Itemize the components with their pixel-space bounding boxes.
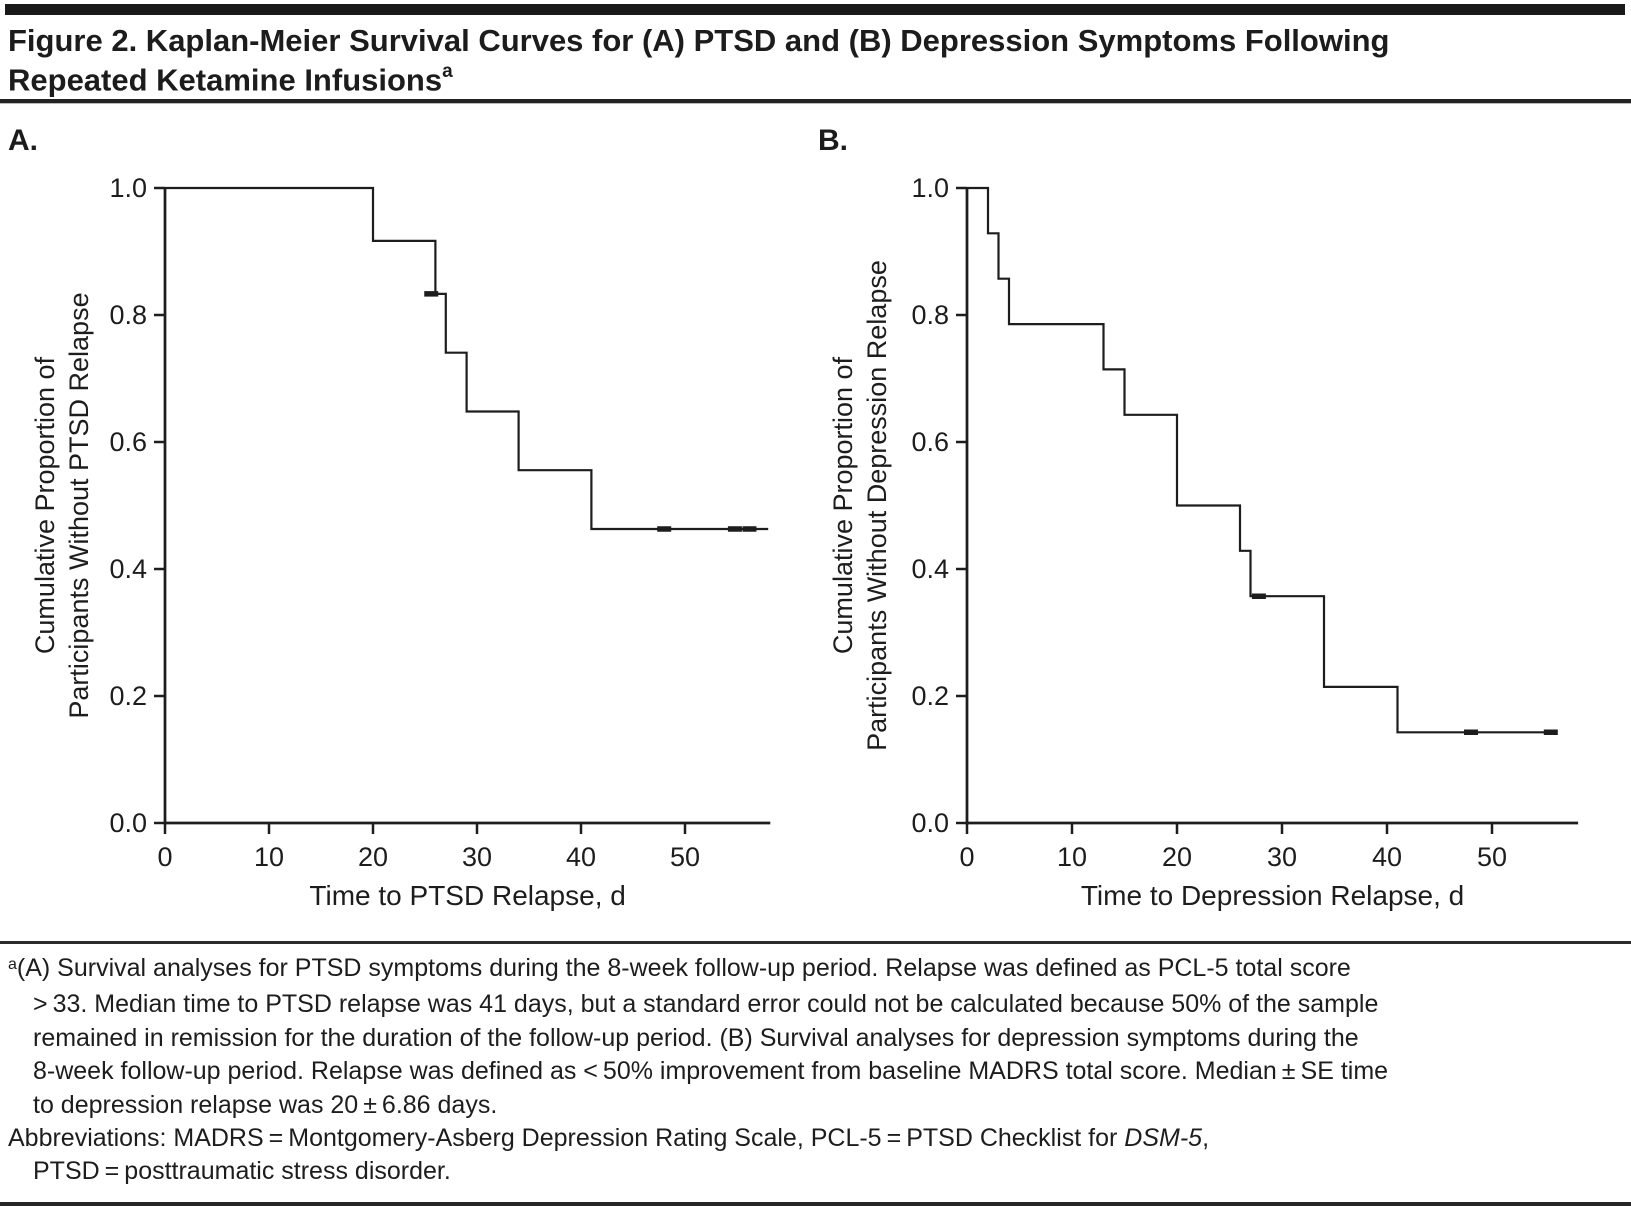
x-tick-label: 50 [1476, 842, 1508, 872]
italic-term: DSM-5 [1124, 1124, 1203, 1153]
x-tick-label: 50 [669, 842, 701, 872]
km-panel-a [30, 173, 770, 911]
bottom-rule-bar [0, 1202, 1631, 1206]
x-tick-label: 0 [959, 842, 975, 872]
y-tick-label: 0.0 [109, 808, 147, 838]
y-tick-label: 0.2 [911, 681, 949, 711]
y-tick-label: 0.8 [911, 300, 949, 330]
y-tick-label: 1.0 [911, 173, 949, 203]
x-axis-title: Time to Depression Relapse, d [1080, 880, 1465, 911]
footnote-line: remained in remission for the duration of the follow-up period. (B) Survival analyses for depression symptoms during the [33, 1023, 1359, 1052]
figure-title-line1: Figure 2. Kaplan-Meier Survival Curves for (A) PTSD and (B) Depression Symptoms Following [8, 23, 1390, 58]
x-tick-label: 10 [1056, 842, 1088, 872]
x-tick-label: 0 [157, 842, 173, 872]
figure-title-line2: Repeated Ketamine Infusions [8, 62, 443, 98]
y-tick-label: 0.8 [109, 300, 147, 330]
km-panel-b [828, 173, 1578, 911]
footnote-line: $^a$(A) Survival analyses for PTSD symptoms during the 8-week follow-up period. Relapse was defined as PCL-5 total score [8, 954, 1351, 982]
x-tick-label: 20 [1161, 842, 1193, 872]
footnote-divider-rule [0, 941, 1631, 944]
footnote-line: 8-week follow-up period. Relapse was defined as < 50% improvement from baseline MADRS total score. Median ± SE time [33, 1057, 1389, 1086]
x-axis-title: Time to PTSD Relapse, d [309, 880, 626, 911]
x-tick-label: 20 [357, 842, 389, 872]
footnote-line: to depression relapse was 20 ± 6.86 days. [33, 1090, 498, 1119]
footnote-line: Abbreviations: MADRS = Montgomery-Asberg Depression Rating Scale, PCL-5 = PTSD Checklist for DSM-5, [8, 1124, 1210, 1153]
title-footnote-marker: a [442, 61, 453, 82]
x-tick-label: 40 [565, 842, 597, 872]
footnote-line: PTSD = posttraumatic stress disorder. [33, 1157, 451, 1186]
y-axis-title-line: Participants Without Depression Relapse [862, 260, 892, 751]
y-tick-label: 0.4 [109, 554, 147, 584]
footnote-marker: a [8, 956, 17, 973]
y-tick-label: 1.0 [109, 173, 147, 203]
y-axis-title-line: Participants Without PTSD Relapse [64, 292, 94, 719]
y-tick-label: 0.4 [911, 554, 949, 584]
y-tick-label: 0.6 [109, 427, 147, 457]
y-tick-label: 0.6 [911, 427, 949, 457]
km-step-curve [967, 188, 1557, 732]
panel-a-label: A. [8, 124, 38, 157]
y-axis-title-line: Cumulative Proportion of [828, 356, 858, 655]
y-tick-label: 0.2 [109, 681, 147, 711]
y-axis-title-line: Cumulative Proportion of [30, 356, 60, 655]
km-step-curve [165, 188, 768, 529]
x-tick-label: 30 [1266, 842, 1298, 872]
x-tick-label: 10 [253, 842, 285, 872]
figure-footnote [8, 952, 1623, 1189]
y-tick-label: 0.0 [911, 808, 949, 838]
footnote-line: > 33. Median time to PTSD relapse was 41 days, but a standard error could not be calculated because 50% of the sample [33, 990, 1379, 1019]
x-tick-label: 30 [461, 842, 493, 872]
x-tick-label: 40 [1371, 842, 1403, 872]
panel-b-label: B. [818, 124, 848, 157]
